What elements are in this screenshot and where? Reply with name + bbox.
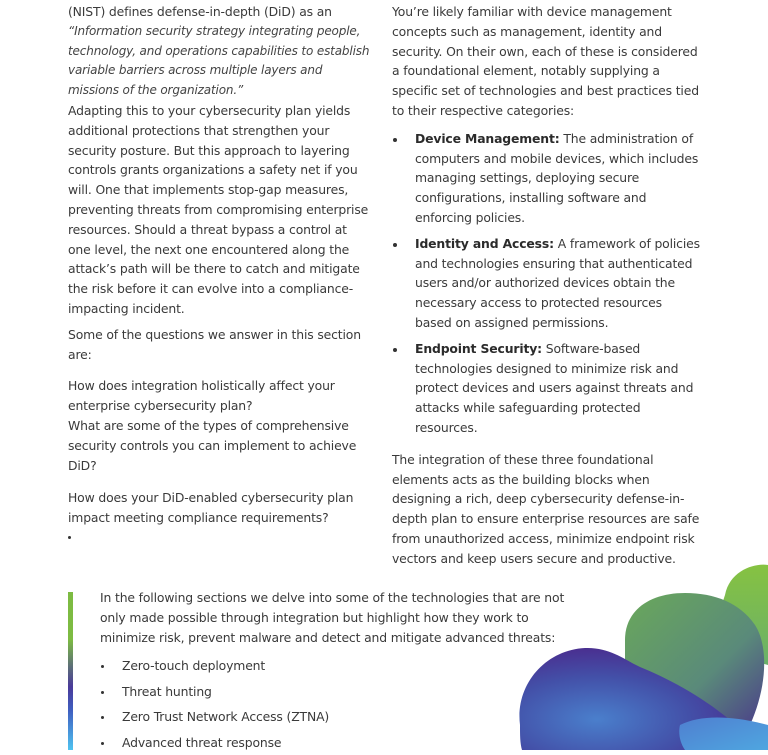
question-item: How does your DiD-enabled cybersecurity plan impact meeting compliance requirements? [68,490,354,526]
feature-description: A framework of policies and technologies ensuring that authenticated users and/or authorized devices obtain the necessary access to protected resources based on assigned permissions. [415,235,700,330]
feature-item-endpoint-security [392,339,702,438]
right-column [392,2,702,569]
left-column [68,2,370,548]
bullet-icon [393,138,397,142]
bullet-icon [393,243,397,247]
integration-paragraph: The integration of these three foundational elements acts as the building blocks when designing a rich, deep cybersecurity defense-in-depth plan to ensure enterprise resources are safe from unauthorized access, minimize endpoint risk vectors and keep users secure and productive. [392,451,700,566]
did-paragraph: Adapting this to your cybersecurity plan yields additional protections that strengthen your security posture. But this approach to layering controls grants organizations a safety net if you will. One that implements stop-gap measures, preventing threats from compromising enterprise resources. Should a threat bypass a control at one level, the next one encountered along the attack’s path will be there to catch and mitigate the risk before it can evolve into a compliance-impacting incident. [68,102,369,316]
question-item: What are some of the types of comprehensive security controls you can implement to achieve DiD? [68,418,357,474]
bullet-icon [101,665,104,668]
feature-item-device-management [392,129,702,228]
technology-label: Zero Trust Network Access (ZTNA) [122,709,330,725]
feature-term: Identity and Access: [415,235,554,251]
bullet-icon [101,716,104,719]
technology-label: Threat hunting [122,683,212,699]
nist-quote: “Information security strategy integrating people, technology, and operations capabilities to establish variable barriers across multiple layers and missions of the organization.” [68,23,370,98]
features-list [392,129,702,438]
bullet-icon [101,691,104,694]
feature-term: Device Management: [415,130,560,146]
foundations-intro: You’re likely familiar with device management concepts such as management, identity and security. On their own, each of these is considered a foundational element, notably supplying a specific set of technologies and best practices tied to their respective categories: [392,4,699,118]
feature-item-identity-access [392,234,702,333]
feature-description: The administration of computers and mobile devices, which includes managing settings, deploying secure configurations, installing software and enforcing policies. [415,130,699,225]
feature-description: Software-based technologies designed to minimize risk and protect devices and users against threats and attacks while safeguarding protected resources. [415,340,694,435]
nist-intro: (NIST) defines defense-in-depth (DiD) as an [68,4,332,19]
technology-label: Zero-touch deployment [122,658,266,674]
callout-text: In the following sections we delve into some of the technologies that are not only made possible through integration but highlight how they work to minimize risk, prevent malware and detect and mitigate advanced threats: [100,590,565,645]
questions-intro: Some of the questions we answer in this section are: [68,326,361,362]
callout-accent-bar [68,592,73,750]
technology-label: Advanced threat response [122,734,282,750]
questions-list [68,376,370,548]
decorative-blob-graphic [500,555,768,750]
feature-term: Endpoint Security: [415,340,542,356]
question-item: How does integration holistically affect your enterprise cybersecurity plan? [68,378,335,414]
bullet-icon [393,348,397,352]
bullet-icon [101,742,104,745]
bullet-marker [68,528,370,548]
blob-sky-shape [679,718,768,751]
